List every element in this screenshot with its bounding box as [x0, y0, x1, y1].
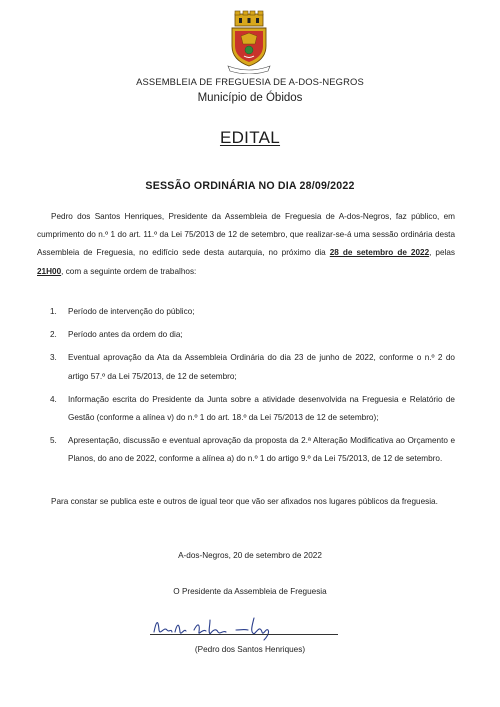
signature-line [150, 634, 338, 635]
session-heading: SESSÃO ORDINÁRIA NO DIA 28/09/2022 [145, 180, 355, 192]
agenda-item [50, 303, 455, 321]
session-time: 21H00 [37, 266, 62, 276]
municipality-name: Município de Óbidos [197, 92, 303, 104]
agenda-item-text: Informação escrita do Presidente da Junta sobre a atividade desenvolvida na Freguesia e Relatório de Gestão (conforme a alínea v) do n.º 1 do art. 18.º da Lei 75/2013 de 12 de setembro); [68, 394, 455, 423]
agenda-item-number: 2. [50, 330, 57, 340]
agenda-item-text: Período antes da ordem do dia; [68, 330, 183, 340]
handwritten-signature [150, 608, 290, 642]
agenda-item-number: 5. [50, 436, 57, 446]
agenda-item-text: Eventual aprovação da Ata da Assembleia Ordinária do dia 23 de junho de 2022, conforme o n.º 2 do artigo 57.º da Lei 75/2013, de 12 de setembro; [68, 353, 455, 381]
agenda-item-number: 3. [50, 353, 57, 363]
coat-of-arms-icon [224, 10, 274, 74]
agenda-list [50, 303, 455, 474]
signer-name: (Pedro dos Santos Henriques) [194, 645, 306, 654]
agenda-item [50, 349, 455, 385]
intro-text-middle: , pelas [429, 248, 455, 258]
document-title: EDITAL [219, 128, 281, 147]
intro-text-after: , com a seguinte ordem de trabalhos: [61, 266, 197, 276]
president-title: O Presidente da Assembleia de Freguesia [173, 587, 327, 596]
intro-paragraph [37, 208, 455, 281]
agenda-item [50, 391, 455, 427]
session-date: 28 de setembro de 2022 [329, 248, 430, 258]
agenda-item-number: 1. [50, 307, 57, 316]
agenda-item-number: 4. [50, 394, 57, 404]
agenda-item-text: Período de intervenção do público; [68, 307, 195, 316]
agenda-item [50, 432, 455, 468]
agenda-item [50, 326, 455, 344]
place-and-date: A-dos-Negros, 20 de setembro de 2022 [178, 551, 322, 560]
intro-text-before: Pedro dos Santos Henriques, Presidente da Assembleia de Freguesia de A-dos-Negros, faz público, em cumprimento do n.º 1 do art. 11.º da Lei 75/2013 de 12 de setembro, que realizar-se-á uma sessão ordinária desta Assembleia de Freguesia, no edifício sede desta autarquia, no próximo dia [37, 212, 455, 258]
agenda-item-text: Apresentação, discussão e eventual aprovação da proposta da 2.ª Alteração Modificativa ao Orçamento e Planos, do ano de 2022, conforme a alínea a) do n.º 1 do artigo 9.º da Lei 75/2013, de 12 de setembro. [68, 436, 455, 464]
closing-text: Para constar se publica este e outros de igual teor que vão ser afixados nos lugares públicos da freguesia. [51, 497, 438, 506]
closing-paragraph [37, 493, 455, 511]
assembly-name: ASSEMBLEIA DE FREGUESIA DE A-DOS-NEGROS [136, 76, 364, 87]
